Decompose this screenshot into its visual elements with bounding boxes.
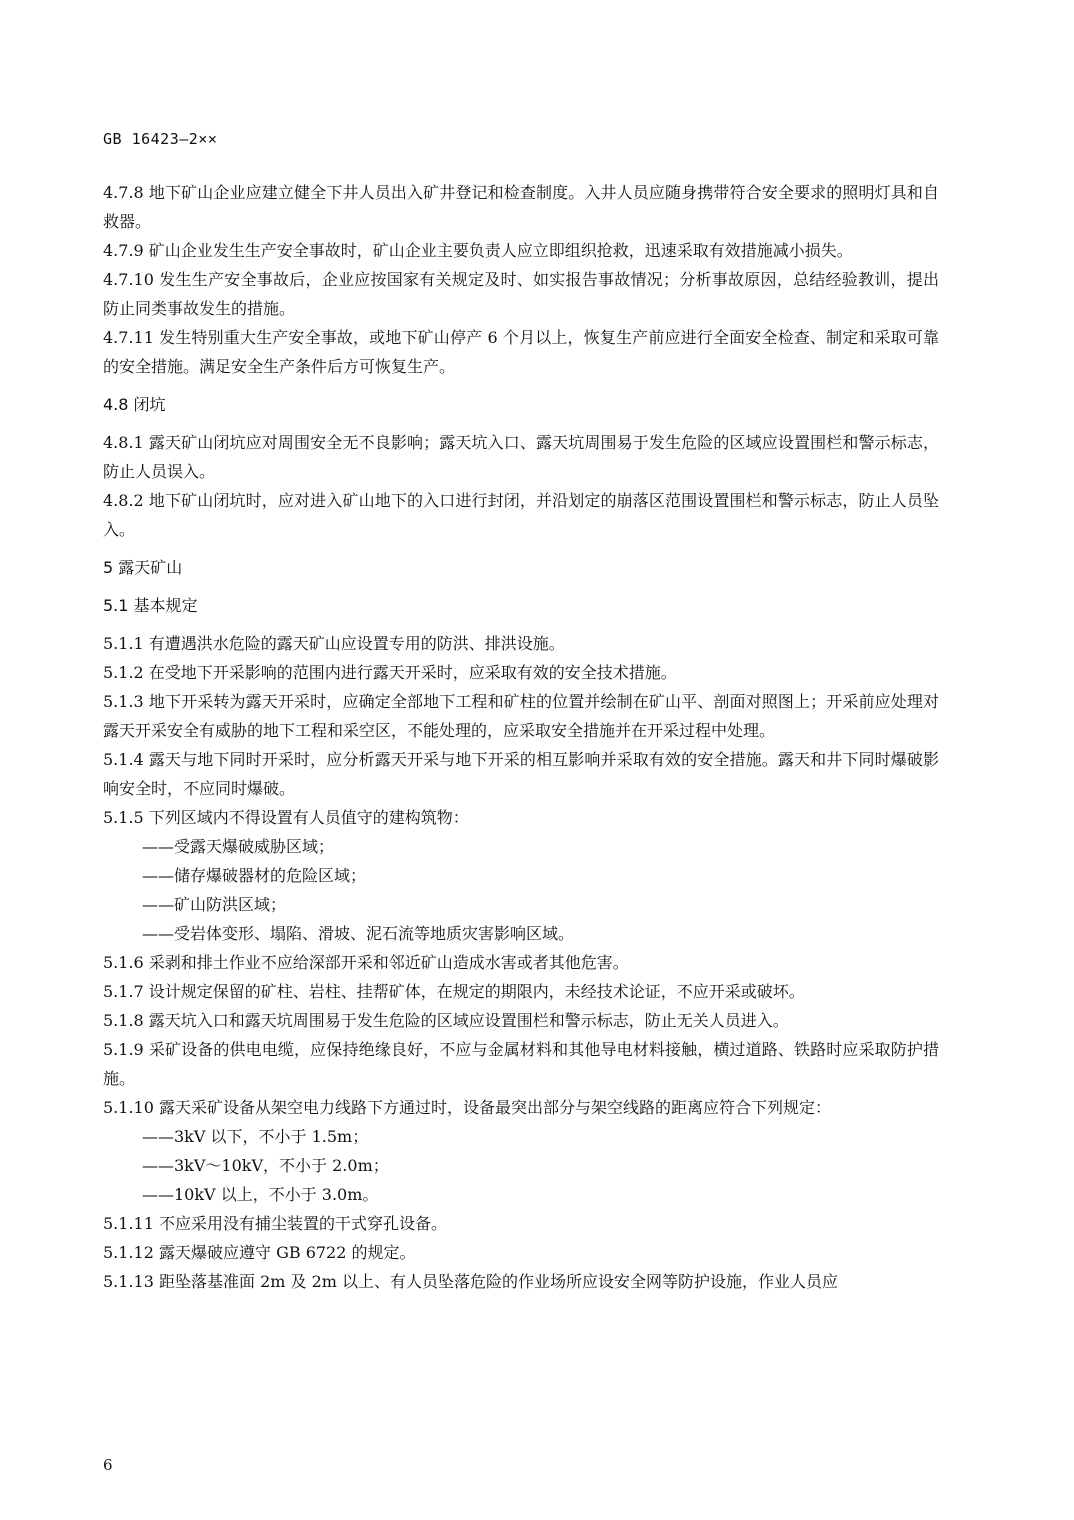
clause-4-8-2: 4.8.2 地下矿山闭坑时，应对进入矿山地下的入口进行封闭，并沿划定的崩落区范围设置围栏和警示标志，防止人员坠入。 [103,491,939,539]
clause-5-1-6: 5.1.6 采剥和排土作业不应给深部开采和邻近矿山造成水害或者其他危害。 [103,953,629,972]
heading-4-8: 4.8 闭坑 [103,395,166,414]
clause-5-1-1: 5.1.1 有遭遇洪水危险的露天矿山应设置专用的防洪、排洪设施。 [103,634,565,653]
list-item: ——10kV 以上，不小于 3.0m。 [142,1185,379,1204]
heading-5: 5 露天矿山 [103,558,183,577]
clause-4-7-11: 4.7.11 发生特别重大生产安全事故，或地下矿山停产 6 个月以上，恢复生产前应进行全面安全检查、制定和采取可靠的安全措施。满足安全生产条件后方可恢复生产。 [103,328,939,376]
list-item: ——3kV 以下，不小于 1.5m； [142,1127,369,1146]
clause-4-7-8: 4.7.8 地下矿山企业应建立健全下井人员出入矿井登记和检查制度。入井人员应随身携带符合安全要求的照明灯具和自救器。 [103,183,939,231]
list-item: ——矿山防洪区域； [142,895,287,914]
page-number: 6 [103,1456,113,1474]
clause-5-1-13: 5.1.13 距坠落基准面 2m 及 2m 以上、有人员坠落危险的作业场所应设安全网等防护设施，作业人员应 [103,1272,839,1291]
document-body [103,178,939,1296]
list-item: ——受露天爆破威胁区域； [142,837,335,856]
clause-4-7-9: 4.7.9 矿山企业发生生产安全事故时，矿山企业主要负责人应立即组织抢救，迅速采取有效措施减小损失。 [103,241,853,260]
clause-5-1-3: 5.1.3 地下开采转为露天开采时，应确定全部地下工程和矿柱的位置并绘制在矿山平、剖面对照图上；开采前应处理对露天开采安全有威胁的地下工程和采空区，不能处理的，应采取安全措施并在开采过程中处理。 [103,692,939,740]
clause-4-8-1: 4.8.1 露天矿山闭坑应对周围安全无不良影响；露天坑入口、露天坑周围易于发生危险的区域应设置围栏和警示标志，防止人员误入。 [103,433,939,481]
clause-5-1-8: 5.1.8 露天坑入口和露天坑周围易于发生危险的区域应设置围栏和警示标志，防止无关人员进入。 [103,1011,789,1030]
heading-5-1: 5.1 基本规定 [103,596,198,615]
clause-5-1-10: 5.1.10 露天采矿设备从架空电力线路下方通过时，设备最突出部分与架空线路的距离应符合下列规定： [103,1098,831,1117]
clause-5-1-12: 5.1.12 露天爆破应遵守 GB 6722 的规定。 [103,1243,416,1262]
clause-5-1-2: 5.1.2 在受地下开采影响的范围内进行露天开采时，应采取有效的安全技术措施。 [103,663,677,682]
clause-5-1-9: 5.1.9 采矿设备的供电电缆，应保持绝缘良好，不应与金属材料和其他导电材料接触，横过道路、铁路时应采取防护措施。 [103,1040,939,1088]
list-item: ——3kV～10kV，不小于 2.0m； [142,1156,389,1175]
standard-code-header: GB 16423—2×× [103,130,218,148]
clause-4-7-10: 4.7.10 发生生产安全事故后，企业应按国家有关规定及时、如实报告事故情况；分析事故原因，总结经验教训，提出防止同类事故发生的措施。 [103,270,939,318]
list-item: ——储存爆破器材的危险区域； [142,866,367,885]
clause-5-1-7: 5.1.7 设计规定保留的矿柱、岩柱、挂帮矿体，在规定的期限内，未经技术论证，不应开采或破坏。 [103,982,805,1001]
list-item: ——受岩体变形、塌陷、滑坡、泥石流等地质灾害影响区域。 [142,924,575,943]
clause-5-1-11: 5.1.11 不应采用没有捕尘装置的干式穿孔设备。 [103,1214,447,1233]
clause-5-1-4: 5.1.4 露天与地下同时开采时，应分析露天开采与地下开采的相互影响并采取有效的安全措施。露天和井下同时爆破影响安全时，不应同时爆破。 [103,750,939,798]
clause-5-1-5: 5.1.5 下列区域内不得设置有人员值守的建构筑物： [103,808,469,827]
